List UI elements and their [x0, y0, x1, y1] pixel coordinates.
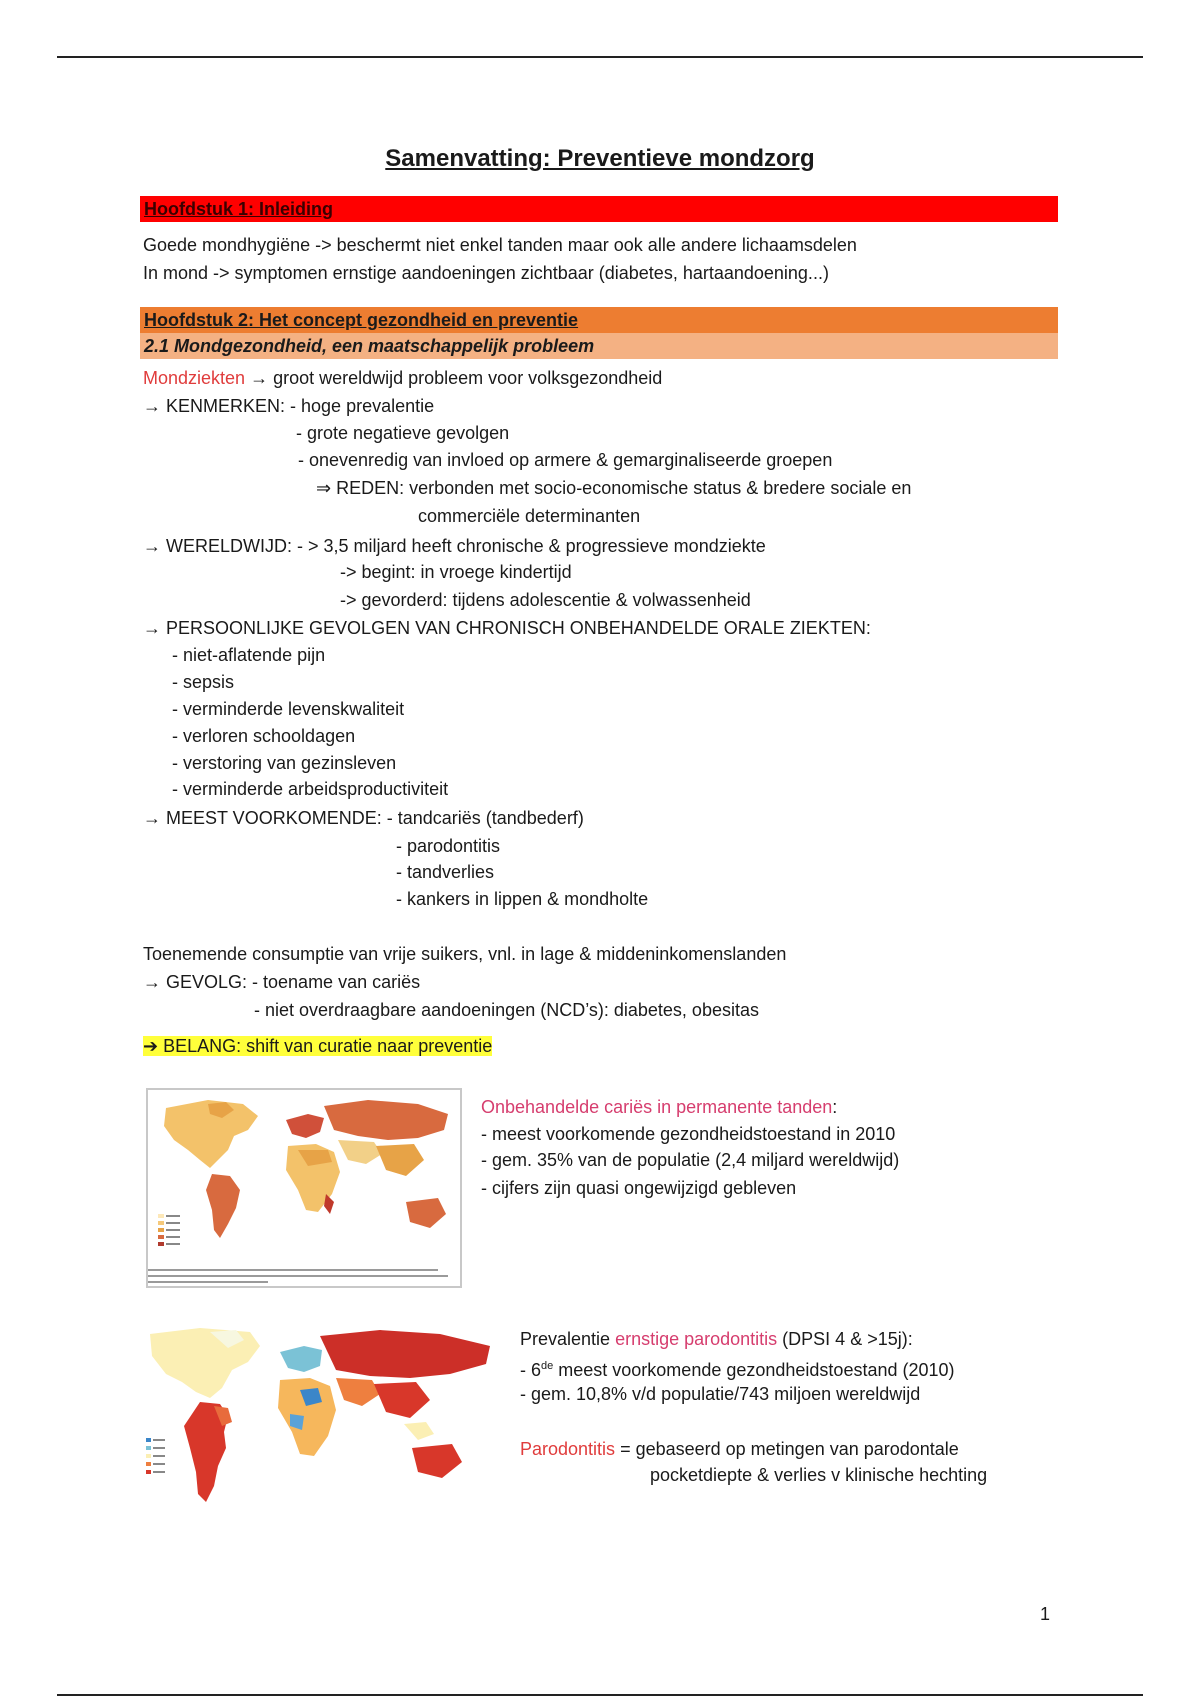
- top-rule: [57, 56, 1143, 58]
- document-title: Samenvatting: Preventieve mondzorg: [385, 145, 815, 172]
- gevolg-item: - niet-aflatende pijn: [172, 645, 326, 665]
- gevolg-item: - verloren schooldagen: [172, 726, 356, 746]
- bottom-rule: [57, 1694, 1143, 1696]
- paro-rank-pre: - 6: [520, 1360, 542, 1380]
- gevolg-item: - verstoring van gezinsleven: [172, 753, 397, 773]
- gevolg-item: - sepsis: [172, 672, 235, 692]
- wereldwijd-line-3: -> gevorderd: tijdens adolescentie & volwassenheid: [340, 590, 751, 610]
- caries-title-colon: :: [832, 1097, 838, 1117]
- kenmerken-reden: ⇒ REDEN: verbonden met socio-economische status & bredere sociale en: [316, 478, 912, 498]
- intro-line-2: In mond -> symptomen ernstige aandoeningen zichtbaar (diabetes, hartaandoening...): [143, 263, 829, 283]
- caries-line-1: - meest voorkomende gezondheidstoestand in 2010: [481, 1124, 896, 1144]
- mondziekten-rest: → groot wereldwijd probleem voor volksgezondheid: [245, 368, 663, 388]
- caries-title-line: [481, 1095, 837, 1119]
- periodontitis-world-map: [140, 1326, 502, 1512]
- meest-line-1: → MEEST VOORKOMENDE: - tandcariës (tandbederf): [143, 808, 584, 828]
- suikers-line-2: → GEVOLG: - toename van cariës: [143, 972, 421, 992]
- mondziekten-line: [143, 366, 662, 390]
- paro-pop-line: - gem. 10,8% v/d populatie/743 miljoen wereldwijd: [520, 1384, 921, 1404]
- paro-def-line-1: [520, 1437, 959, 1461]
- caries-line-3: - cijfers zijn quasi ongewijzigd gebleven: [481, 1178, 797, 1198]
- kenmerken-line-3: - onevenredig van invloed op armere & gemarginaliseerde groepen: [298, 450, 833, 470]
- wereldwijd-line-1: → WERELDWIJD: - > 3,5 miljard heeft chronische & progressieve mondziekte: [143, 536, 766, 556]
- caries-title: Onbehandelde cariës in permanente tanden: [481, 1097, 833, 1117]
- suikers-line-3: - niet overdraagbare aandoeningen (NCD’s): diabetes, obesitas: [254, 1000, 759, 1020]
- paro-term: ernstige parodontitis: [615, 1329, 778, 1349]
- gevolgen-header: → PERSOONLIJKE GEVOLGEN VAN CHRONISCH ONBEHANDELDE ORALE ZIEKTEN:: [143, 618, 871, 638]
- caries-world-map: [146, 1088, 462, 1288]
- paro-def-line-2: pocketdiepte & verlies v klinische hechting: [650, 1465, 988, 1485]
- chapter-2-heading: Hoofdstuk 2: Het concept gezondheid en preventie: [140, 307, 1058, 333]
- meest-line-4: - kankers in lippen & mondholte: [396, 889, 649, 909]
- meest-line-2: - parodontitis: [396, 836, 501, 856]
- caries-line-2: - gem. 35% van de populatie (2,4 miljard wereldwijd): [481, 1150, 900, 1170]
- mondziekten-term: Mondziekten: [143, 368, 246, 388]
- paro-def-1: = gebaseerd op metingen van parodontale: [615, 1439, 959, 1459]
- gevolg-item: - verminderde arbeidsproductiviteit: [172, 779, 449, 799]
- periodontitis-map-graphic: [140, 1326, 502, 1512]
- page-number: 1: [1040, 1604, 1051, 1624]
- kenmerken-reden-cont: commerciële determinanten: [418, 506, 641, 526]
- caries-map-graphic: [148, 1090, 460, 1286]
- paro-rank-post: meest voorkomende gezondheidstoestand (2010): [553, 1360, 955, 1380]
- caries-map-caption: [148, 1265, 458, 1287]
- paro-prevalence-line: [520, 1327, 913, 1351]
- belang-line: [143, 1034, 492, 1058]
- paro-def-term: Parodontitis: [520, 1439, 616, 1459]
- belang-highlight: ➔ BELANG: shift van curatie naar preventie: [143, 1036, 493, 1056]
- intro-line-1: Goede mondhygiëne -> beschermt niet enkel tanden maar ook alle andere lichaamsdelen: [143, 235, 857, 255]
- suikers-line-1: Toenemende consumptie van vrije suikers, vnl. in lage & middeninkomenslanden: [143, 944, 787, 964]
- gevolg-item: - verminderde levenskwaliteit: [172, 699, 405, 719]
- section-2-1-heading: 2.1 Mondgezondheid, een maatschappelijk probleem: [140, 333, 1058, 359]
- kenmerken-line-1: → KENMERKEN: - hoge prevalentie: [143, 396, 435, 416]
- paro-prefix: Prevalentie: [520, 1329, 616, 1349]
- kenmerken-line-2: - grote negatieve gevolgen: [296, 423, 510, 443]
- wereldwijd-line-2: -> begint: in vroege kindertijd: [340, 562, 572, 582]
- meest-line-3: - tandverlies: [396, 862, 495, 882]
- paro-rank-line: [520, 1354, 955, 1382]
- chapter-1-heading: Hoofdstuk 1: Inleiding: [140, 196, 1058, 222]
- paro-rank-sup: de: [541, 1360, 554, 1372]
- paro-suffix: (DPSI 4 & >15j):: [777, 1329, 913, 1349]
